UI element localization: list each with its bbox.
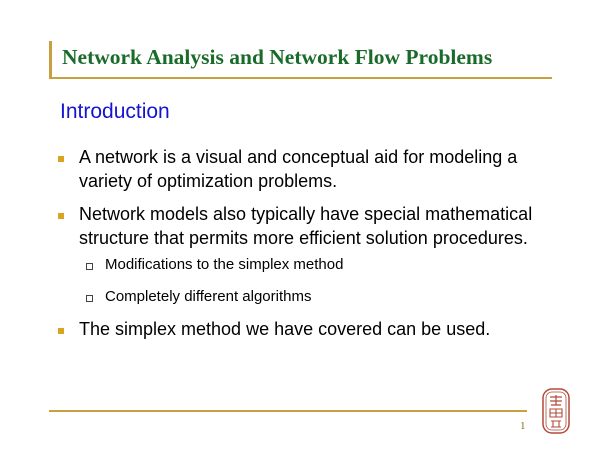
bullet-text: The simplex method we have covered can be used. <box>79 319 491 339</box>
sub-bullet-text: Completely different algorithms <box>105 288 312 305</box>
square-bullet-icon <box>58 213 64 219</box>
bullet-text: Network models also typically have special mathematical structure that permits more efficient solution procedures. <box>79 204 533 248</box>
square-bullet-icon <box>58 328 64 334</box>
footer-divider <box>49 410 527 412</box>
slide-subtitle: Introduction <box>60 100 170 123</box>
slide-title: Network Analysis and Network Flow Problems <box>62 45 493 69</box>
seal-logo-icon <box>541 387 571 435</box>
hollow-square-bullet-icon <box>86 295 93 302</box>
hollow-square-bullet-icon <box>86 263 93 270</box>
bullet-text: A network is a visual and conceptual aid for modeling a variety of optimization problems. <box>79 147 518 191</box>
title-divider <box>49 77 552 79</box>
title-accent-bar <box>49 41 52 77</box>
square-bullet-icon <box>58 156 64 162</box>
page-number: 1 <box>520 420 526 432</box>
sub-bullet-text: Modifications to the simplex method <box>105 256 344 273</box>
